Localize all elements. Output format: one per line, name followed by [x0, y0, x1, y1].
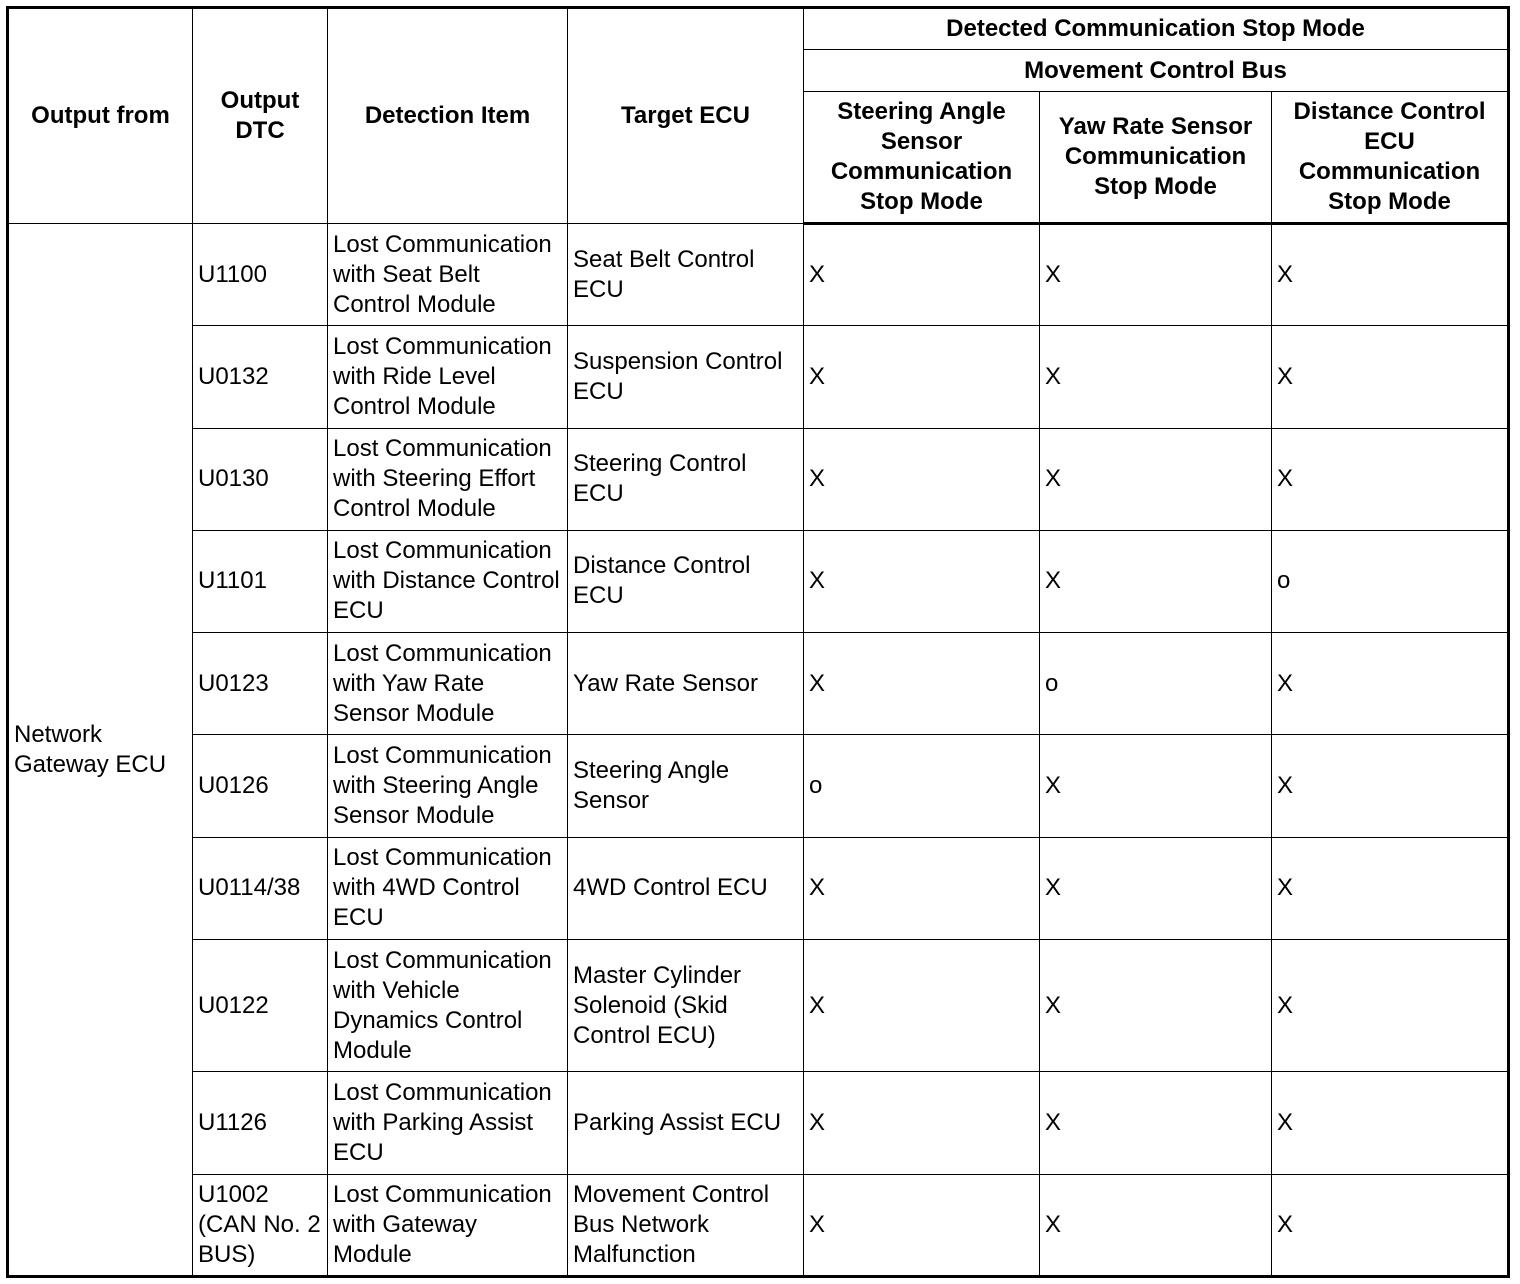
yaw-mode-cell: X [1040, 326, 1272, 428]
header-distance-control: Distance Control ECU Communication Stop Mode [1272, 92, 1509, 224]
detection-item-cell: Lost Communication with Ride Level Control Module [328, 326, 568, 428]
dtc-cell: U1101 [193, 530, 328, 632]
header-yaw-rate: Yaw Rate Sensor Communication Stop Mode [1040, 92, 1272, 224]
yaw-mode-cell: X [1040, 1072, 1272, 1174]
target-ecu-cell: Steering Control ECU [568, 428, 804, 530]
dtc-table [6, 6, 1510, 1278]
header-target-ecu: Target ECU [568, 8, 804, 224]
detection-item-cell: Lost Communication with Seat Belt Control Module [328, 224, 568, 326]
header-steering-angle: Steering Angle Sensor Communication Stop Mode [804, 92, 1040, 224]
yaw-mode-cell: o [1040, 633, 1272, 735]
target-ecu-cell: Yaw Rate Sensor [568, 633, 804, 735]
detection-item-cell: Lost Communication with Steering Angle Sensor Module [328, 735, 568, 837]
distance-mode-cell: X [1272, 939, 1509, 1071]
detection-item-cell: Lost Communication with Distance Control ECU [328, 530, 568, 632]
steering-mode-cell: X [804, 326, 1040, 428]
steering-mode-cell: X [804, 428, 1040, 530]
detection-item-cell: Lost Communication with Parking Assist ECU [328, 1072, 568, 1174]
target-ecu-cell: 4WD Control ECU [568, 837, 804, 939]
detection-item-cell: Lost Communication with Steering Effort Control Module [328, 428, 568, 530]
table-row [8, 530, 1509, 632]
distance-mode-cell: X [1272, 837, 1509, 939]
dtc-cell: U1126 [193, 1072, 328, 1174]
steering-mode-cell: X [804, 1072, 1040, 1174]
target-ecu-cell: Movement Control Bus Network Malfunction [568, 1174, 804, 1276]
table-row [8, 1174, 1509, 1276]
table-row [8, 326, 1509, 428]
yaw-mode-cell: X [1040, 1174, 1272, 1276]
yaw-mode-cell: X [1040, 530, 1272, 632]
yaw-mode-cell: X [1040, 939, 1272, 1071]
distance-mode-cell: X [1272, 1174, 1509, 1276]
detection-item-cell: Lost Communication with Yaw Rate Sensor Module [328, 633, 568, 735]
dtc-cell: U0122 [193, 939, 328, 1071]
dtc-cell: U1002 (CAN No. 2 BUS) [193, 1174, 328, 1276]
detection-item-cell: Lost Communication with Vehicle Dynamics Control Module [328, 939, 568, 1071]
yaw-mode-cell: X [1040, 224, 1272, 326]
header-output-dtc: Output DTC [193, 8, 328, 224]
table-row [8, 735, 1509, 837]
yaw-mode-cell: X [1040, 837, 1272, 939]
table-row [8, 1072, 1509, 1174]
dtc-cell: U0123 [193, 633, 328, 735]
steering-mode-cell: X [804, 224, 1040, 326]
distance-mode-cell: X [1272, 735, 1509, 837]
detection-item-cell: Lost Communication with Gateway Module [328, 1174, 568, 1276]
header-detection-item: Detection Item [328, 8, 568, 224]
target-ecu-cell: Parking Assist ECU [568, 1072, 804, 1174]
dtc-cell: U0130 [193, 428, 328, 530]
yaw-mode-cell: X [1040, 428, 1272, 530]
table-row [8, 939, 1509, 1071]
target-ecu-cell: Seat Belt Control ECU [568, 224, 804, 326]
table-row [8, 428, 1509, 530]
target-ecu-cell: Steering Angle Sensor [568, 735, 804, 837]
steering-mode-cell: X [804, 837, 1040, 939]
dtc-cell: U0114/38 [193, 837, 328, 939]
steering-mode-cell: X [804, 939, 1040, 1071]
target-ecu-cell: Suspension Control ECU [568, 326, 804, 428]
table-row [8, 224, 1509, 326]
yaw-mode-cell: X [1040, 735, 1272, 837]
steering-mode-cell: X [804, 633, 1040, 735]
target-ecu-cell: Master Cylinder Solenoid (Skid Control ECU) [568, 939, 804, 1071]
distance-mode-cell: X [1272, 326, 1509, 428]
distance-mode-cell: X [1272, 1072, 1509, 1174]
distance-mode-cell: o [1272, 530, 1509, 632]
dtc-cell: U1100 [193, 224, 328, 326]
output-from-cell: Network Gateway ECU [8, 224, 193, 1277]
distance-mode-cell: X [1272, 428, 1509, 530]
table-row [8, 633, 1509, 735]
steering-mode-cell: o [804, 735, 1040, 837]
detection-item-cell: Lost Communication with 4WD Control ECU [328, 837, 568, 939]
dtc-cell: U0126 [193, 735, 328, 837]
steering-mode-cell: X [804, 530, 1040, 632]
header-bus: Movement Control Bus [804, 50, 1509, 92]
distance-mode-cell: X [1272, 224, 1509, 326]
steering-mode-cell: X [804, 1174, 1040, 1276]
table-row [8, 837, 1509, 939]
dtc-cell: U0132 [193, 326, 328, 428]
header-detected-mode: Detected Communication Stop Mode [804, 8, 1509, 50]
target-ecu-cell: Distance Control ECU [568, 530, 804, 632]
table-body [8, 224, 1509, 1277]
header-output-from: Output from [8, 8, 193, 224]
distance-mode-cell: X [1272, 633, 1509, 735]
